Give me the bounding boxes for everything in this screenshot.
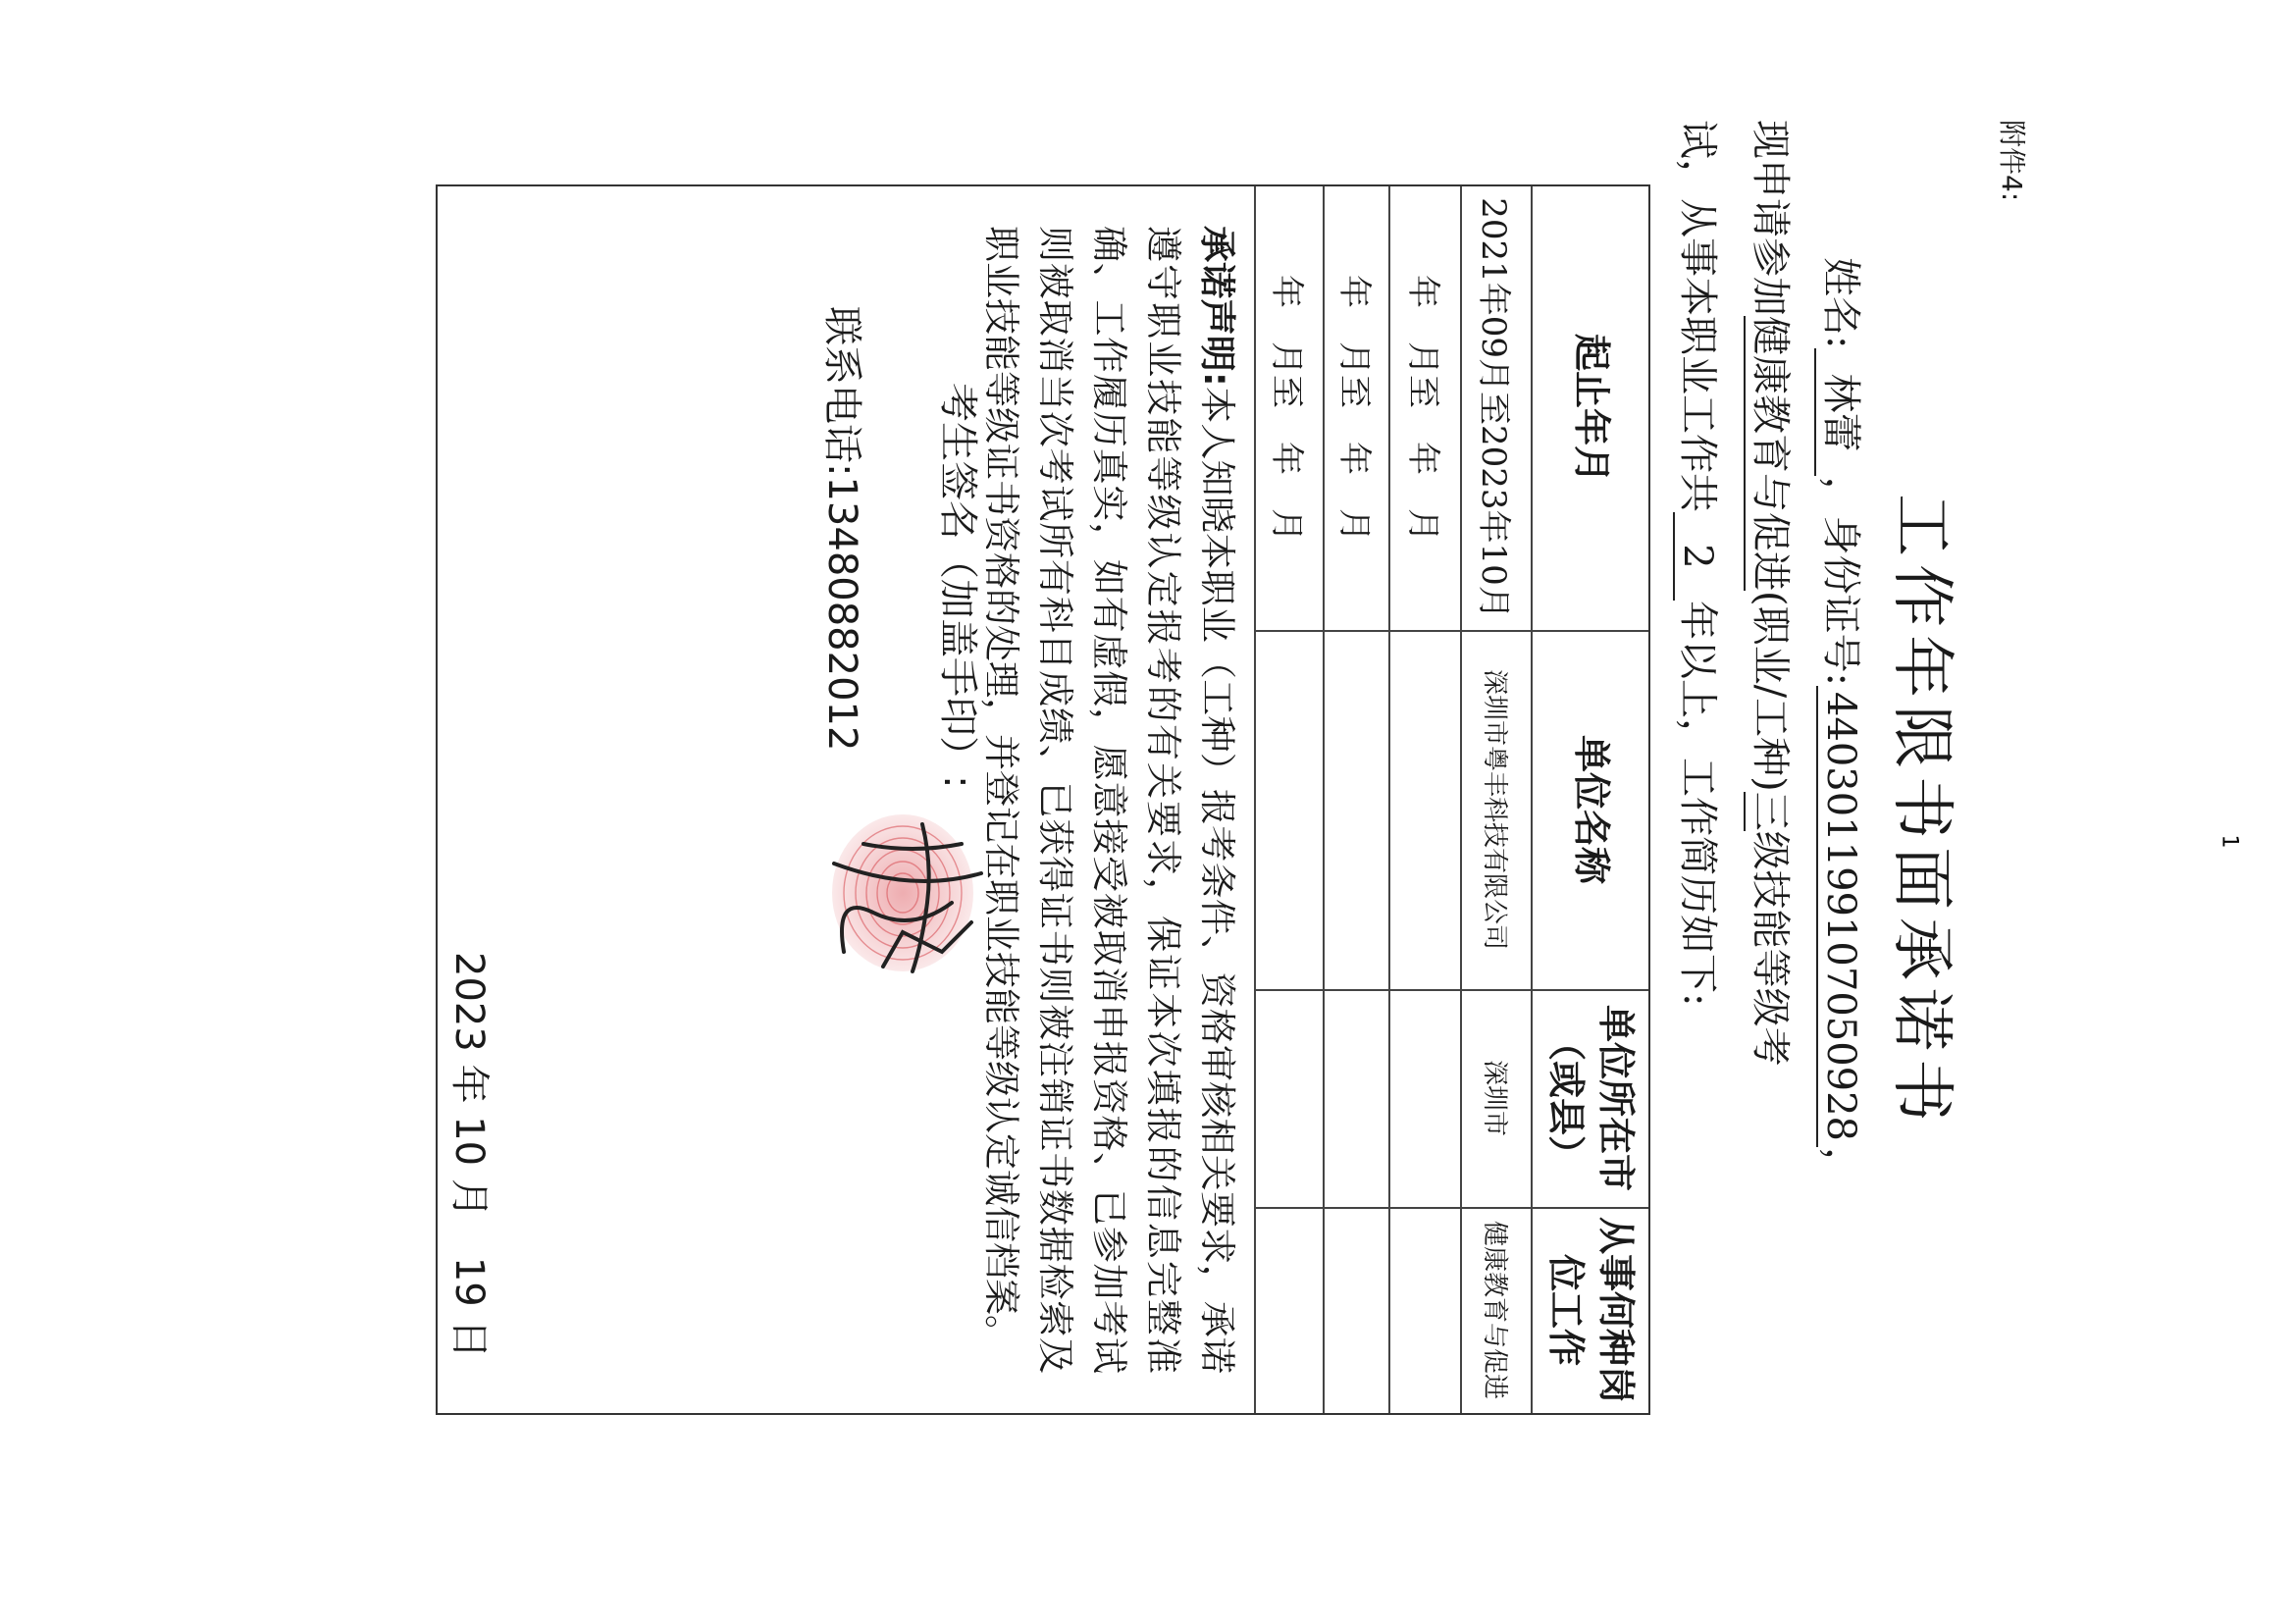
work-suffix: 年以上，工作简历如下: [1675, 601, 1720, 1007]
row1-city: 深圳市 [1480, 1059, 1510, 1136]
occupation-suffix: (职业/工种) [1748, 591, 1793, 792]
id-number-value: 440301199107050928 [1816, 686, 1863, 1147]
row1-unit: 深圳市粤丰科技有限公司 [1480, 668, 1510, 950]
row1-post: 健康教育与促进 [1480, 1220, 1510, 1399]
level-suffix: 级技能等级考 [1748, 830, 1793, 1067]
signature-label: 考生签名（加盖手印）: [935, 383, 980, 789]
sign-date: 2023 年 10 月 19 日 [446, 952, 492, 1359]
name-value: 林蕾 [1814, 348, 1872, 476]
level-value: 三 [1744, 792, 1801, 831]
apply-prefix: 现申请参加 [1748, 120, 1793, 316]
work-prefix: 试，从事本职业工作共 [1675, 120, 1720, 512]
comma: ， [1818, 1146, 1863, 1186]
pledge-text: 本人知晓本职业（工种）报考条件、资格审核相关要求，承诺遵守职业技能等级认定报考的有关要求，保证本次填报的信息完整准确、工作履历真实，如有虚假，愿意接受被取消申报资格、已参加考试则被取消当次考试所有科目成绩、已获得证书则被注销证书数据检索及职业技能等级证书资格的处理，并登记在职业技能等级认定诚信档案。 [980, 226, 1238, 1375]
row3-period: 年 月至 年 月 [1334, 275, 1374, 542]
apply-line [1744, 120, 1801, 1067]
id-label: ，身份证号: [1818, 476, 1863, 686]
phone-label: 联系电话: [819, 306, 864, 477]
phone-value: 13480882012 [819, 476, 864, 752]
header-post: 从事何种岗位工作 [1544, 1217, 1639, 1404]
pledge-label: 承诺声明: [1196, 226, 1238, 387]
header-unit-name: 单位名称 [1569, 734, 1613, 884]
header-period: 起止年月 [1569, 333, 1613, 483]
years-value: 2 [1673, 512, 1720, 601]
pledge-statement [974, 226, 1244, 1374]
work-years-line [1673, 120, 1729, 1006]
page-number: 1 [2217, 834, 2242, 849]
fingerprint-seal [824, 805, 1020, 991]
row1-period: 2021年09月至2023年10月 [1474, 197, 1514, 619]
occupation-value: 健康教育与促进 [1744, 316, 1801, 591]
row4-period: 年 月至 年 月 [1267, 275, 1307, 542]
row2-period: 年 月至 年 月 [1403, 275, 1442, 542]
name-line [1814, 257, 1872, 1186]
attachment-label: 附件4: [1996, 120, 2028, 202]
work-history-table [436, 184, 1650, 1415]
phone-line [817, 306, 873, 751]
name-label: 姓名: [1818, 257, 1863, 349]
header-unit-city: 单位所在市（或县） [1544, 1004, 1639, 1191]
document-title: 工作年限书面承诺书 [1885, 494, 1957, 1129]
